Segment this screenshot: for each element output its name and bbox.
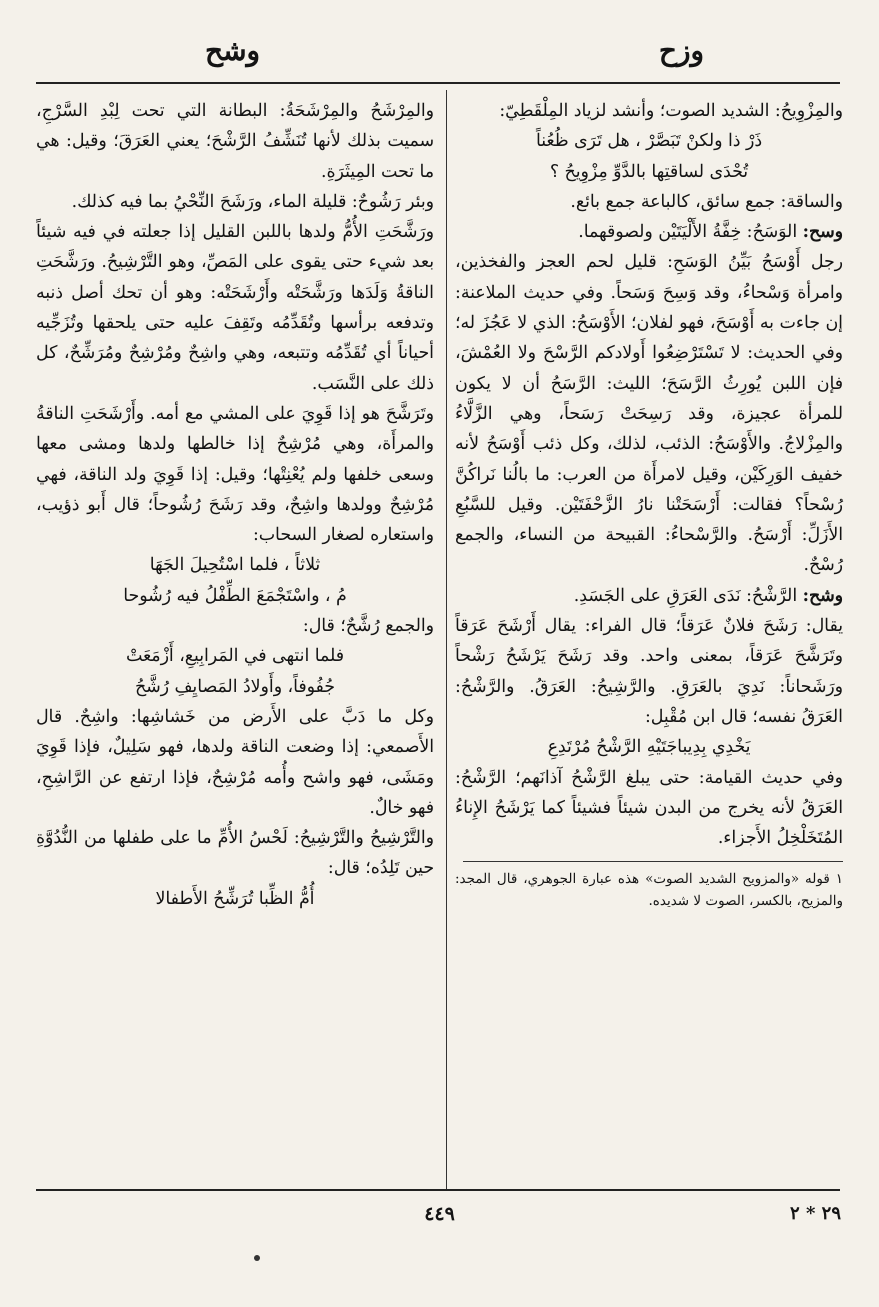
paragraph: والجمع رُشَّحٌ؛ قال: xyxy=(302,616,434,637)
verse-line: ذَرْ ذا ولكنْ تَبَصَّرْ ، هل تَرَى ظُعُناً xyxy=(535,131,763,152)
verse-line: أُمُّ الظِّبا تُرَشِّحُ الأَطفالا xyxy=(155,888,315,909)
footer-rule xyxy=(36,1189,840,1191)
entry-definition: الرَّشْحُ: نَدَى العَرَقِ على الجَسَدِ. xyxy=(573,585,803,606)
column-divider xyxy=(446,90,447,1190)
paragraph: رجل أَوْسَحُ بَيِّنُ الوَسَحِ: قليل لحم العجز والفخذين، وامرأة وَسْحاءُ، وقد وَسِحَ وَسَحاً. وفي حديث الملاعنة: إن جاءت به أَوْسَحَ، فهو لفلان؛ الأَوْسَحُ: الذي لا عَجُزَ له؛ وفي الحديث: لا تَسْتَرْضِعُوا أَولادكم الرَّسْحَ ولا العُمْشَ، فإن اللبن يُورِثُ الرَّسَحَ؛ الليث: الرَّسَحُ أن لا يكون للمرأة عجيزة، وقد رَسِحَتْ رَسَحاً، وهي الزَّلَّاءُ والمِزْلاجُ. والأَوْسَحُ: الذئب، لذلك، وكل ذئب أَوْسَحُ لأنه خفيف الوَرِكَيْن، وقيل لامرأَة من العرب: ما بالُنا نَراكُنَّ رُسْحاً؟ فقالت: أَرْسَحَتْنا نارُ الزَّحْفَتَيْن. وقيل للسَّبُعِ الأَزَلِّ: أَرْسَحُ. والرَّسْحاءُ: القبيحة من النساء، والجمع رُسْحٌ. xyxy=(455,252,843,576)
header-right-word: وزح xyxy=(658,34,704,67)
paragraph: وفي حديث القيامة: حتى يبلغ الرَّشْحُ آذانَهم؛ الرَّشْحُ: العَرَقُ لأنه يخرج من البدن شيئاً فشيئاً كما يَرْشَحُ الإِناءُ المُتَخَلْخِلُ الأَجزاء. xyxy=(455,767,843,849)
entry-headword: وسح: xyxy=(802,222,843,243)
page-number: ٤٤٩ xyxy=(424,1203,455,1225)
entry-headword: وشح: xyxy=(802,585,843,606)
page-header xyxy=(0,28,879,84)
paragraph: وتَرَشَّحَ هو إذا قَوِيَ على المشي مع أمه. وأَرْشَحَتِ الناقةُ والمرأَة، وهي مُرْشِحٌ إذا خالطها ولدها ومشى معها وسعى خلفها ولم يُعْنِتْها؛ وقيل: إذا قَوِيَ ولد الناقة، فهي مُرْشِحٌ وولدها واشِحٌ، وقد رَشَحَ رُشُوحاً؛ قال أَبو ذؤيب، واستعاره لصغار السحاب: xyxy=(36,403,434,546)
paragraph: والساقة: جمع سائق، كالباعة جمع بائع. xyxy=(570,191,843,212)
paragraph: والمِرْشَحُ والمِرْشَحَةُ: البطانة التي تحت لِبْدِ السَّرْجِ، سميت بذلك لأنها تُنَشِّفُ الرَّشْحَ؛ يعني العَرَقَ؛ وقيل: هي ما تحت المِيثَرَةِ. xyxy=(36,101,434,182)
paragraph: والتَّرْشِيحُ والتَّرْشِيحُ: لَحْسُ الأُمِّ ما على طفلها من النُّدُوَّةِ حين تَلِدُه؛ قال: xyxy=(36,828,434,879)
entry-start xyxy=(455,581,843,611)
verse-line: يَخْدِي بِدِيباجَتَيْهِ الرَّشْحُ مُرْتَدِعِ xyxy=(547,737,751,758)
verse-line: ثلاثاً ، فلما اسْتُحِيلَ الجَهَا xyxy=(149,555,321,576)
entry-definition: الوَسَحُ: خِفَّةُ الأَلْيَتَيْن ولصوقهما. xyxy=(578,222,803,243)
paragraph: وكل ما دَبَّ على الأَرض من خَشاشِها: واشِحٌ. قال الأَصمعي: إذا وضعت الناقة ولدها، فهو سَلِيلٌ، فإذا قَوِيَ ومَشَى، فهو واشح وأُمه مُرْشِحٌ، فإذا ارتفع عن الرَّاشِحِ، فهو خالٌ. xyxy=(36,706,434,818)
paragraph: يقال: رَشَحَ فلانٌ عَرَقاً؛ قال الفراء: يقال أَرْشَحَ عَرَقاً وتَرَشَّحَ عَرَقاً، بمعنى واحد. وقد رَشَحَ يَرْشَحُ رَشْحاً ورَشَحاناً: نَدِيَ بالعَرَقِ. والرَّشِيحُ: العَرَقُ. والرَّشْحُ: العَرَقُ نفسه؛ قال ابن مُقْبِل: xyxy=(455,616,843,727)
verse-line: فلما انتهى في المَرابِيعِ، أَزْمَعَتْ xyxy=(126,646,344,667)
print-dot xyxy=(254,1255,260,1261)
header-left-word: وشح xyxy=(205,34,261,67)
verse-line: تُحْدَى لساقتِها بالدَّوِّ مِزْوِيحُ ؟ xyxy=(549,161,749,182)
verse-line: مُ ، واسْتَجْمَعَ الطِّفْلُ فيه رُشُوحا xyxy=(123,585,347,606)
header-rule xyxy=(36,82,840,84)
paragraph: والمِزْوِيحُ: الشديد الصوت؛ وأنشد لزياد المِلْقَطِيّ: xyxy=(499,101,843,121)
right-column xyxy=(455,96,843,912)
paragraph: ورَشَّحَتِ الأُمُّ ولدها باللبن القليل إذا جعلته في فيه شيئاً بعد شيء حتى يقوى على المَصِّ، وهو التَّرْشِيحُ. ورَشَّحَتِ الناقةُ وَلَدَها ورَشَّحَتْه وأَرْشَحَتْه: وهو أن تحك أصل ذنبه وتدفعه برأسها وتُقَدِّمُه وتَقِفَ عليه حتى يلحقها وتُزَجِّيه أحياناً أي تُقَدِّمُه وتتبعه، وهي واشِحٌ ومُرْشِحٌ ومُرَشِّحٌ، كل ذلك على النَّسَب. xyxy=(36,222,434,394)
verse-line: جُفُوفاً، وأَولادُ المَصايِفِ رُشَّحُ xyxy=(135,676,335,697)
signature-mark: ٢٩ * ٢ xyxy=(790,1203,841,1224)
entry-start xyxy=(455,217,843,247)
paragraph: وبئر رَشُوحٌ: قليلة الماء، ورَشَحَ النِّحْيُ بما فيه كذلك. xyxy=(71,191,434,212)
footnote: ١ قوله «والمزويح الشديد الصوت» هذه عبارة الجوهري، قال المجد: والمزيح، بالكسر، الصوت لا شديده. xyxy=(455,871,843,910)
footnote-separator xyxy=(463,861,843,862)
left-column xyxy=(36,96,434,914)
